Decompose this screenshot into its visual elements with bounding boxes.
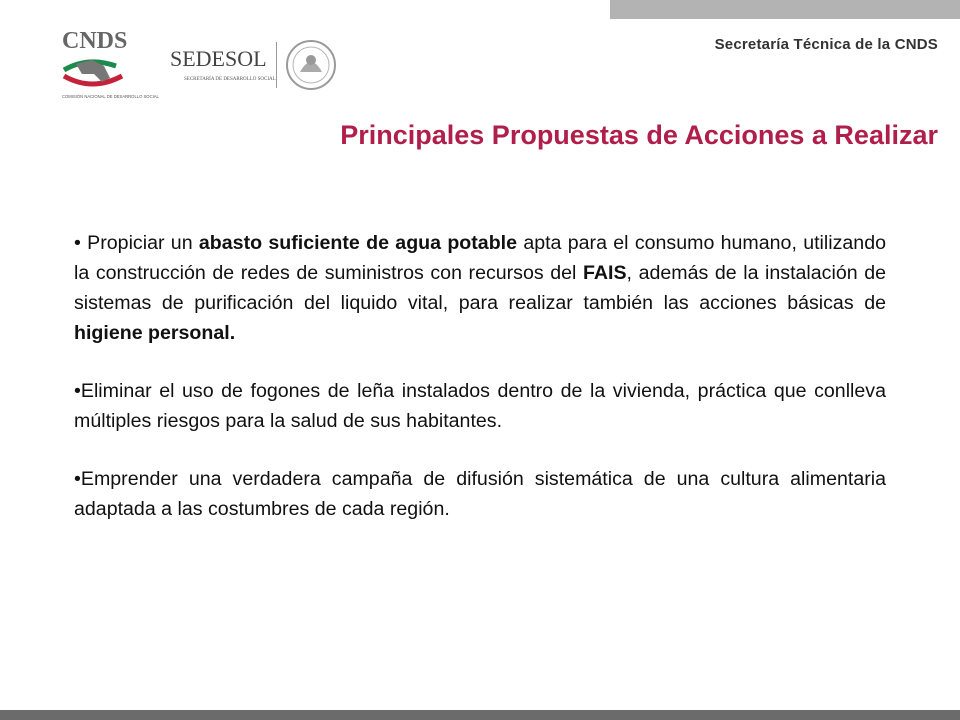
cnds-logo-text: CNDS — [62, 28, 128, 54]
bullet-emphasis: abasto suficiente de agua potable — [198, 232, 518, 254]
bottom-accent-bar — [0, 710, 960, 720]
sedesol-logo — [168, 40, 278, 94]
sedesol-logo-caption: SECRETARÍA DE DESARROLLO SOCIAL — [184, 77, 276, 82]
bullet-text: Emprender una verdadera campaña de difusión sistemática de una cultura alimentaria adaptada a las costumbres de cada región. — [74, 468, 886, 520]
bullet-text: apta para el consumo humano, utilizando la construcción de redes de suministros con recursos del — [74, 232, 886, 284]
sedesol-logo-text: SEDESOL — [170, 46, 267, 71]
bullet-mark: • — [74, 468, 81, 490]
cnds-logo-caption: COMISIÓN NACIONAL DE DESARROLLO SOCIAL — [62, 94, 159, 99]
logo-divider — [276, 42, 277, 88]
bullet-list — [74, 228, 886, 552]
bullet-mark: • — [74, 232, 81, 254]
bullet-item — [74, 228, 886, 348]
top-accent-bar — [610, 0, 960, 19]
bullet-item — [74, 376, 886, 436]
bullet-text: , además de la instalación de sistemas de purificación del liquido vital, para realizar también las acciones básicas de — [74, 262, 886, 314]
bullet-text: Propiciar un — [80, 232, 199, 254]
bullet-mark: • — [74, 380, 81, 402]
header-label: Secretaría Técnica de la CNDS — [714, 36, 938, 53]
national-seal-icon — [284, 38, 338, 92]
bullet-emphasis: higiene personal. — [74, 322, 236, 344]
bullet-item — [74, 464, 886, 524]
slide-title: Principales Propuestas de Acciones a Realizar — [340, 120, 938, 150]
cnds-logo — [58, 26, 159, 106]
bullet-text: Eliminar el uso de fogones de leña instalados dentro de la vivienda, práctica que conlleva múltiples riesgos para la salud de sus habitantes. — [74, 380, 886, 432]
bullet-emphasis: FAIS — [582, 262, 627, 284]
